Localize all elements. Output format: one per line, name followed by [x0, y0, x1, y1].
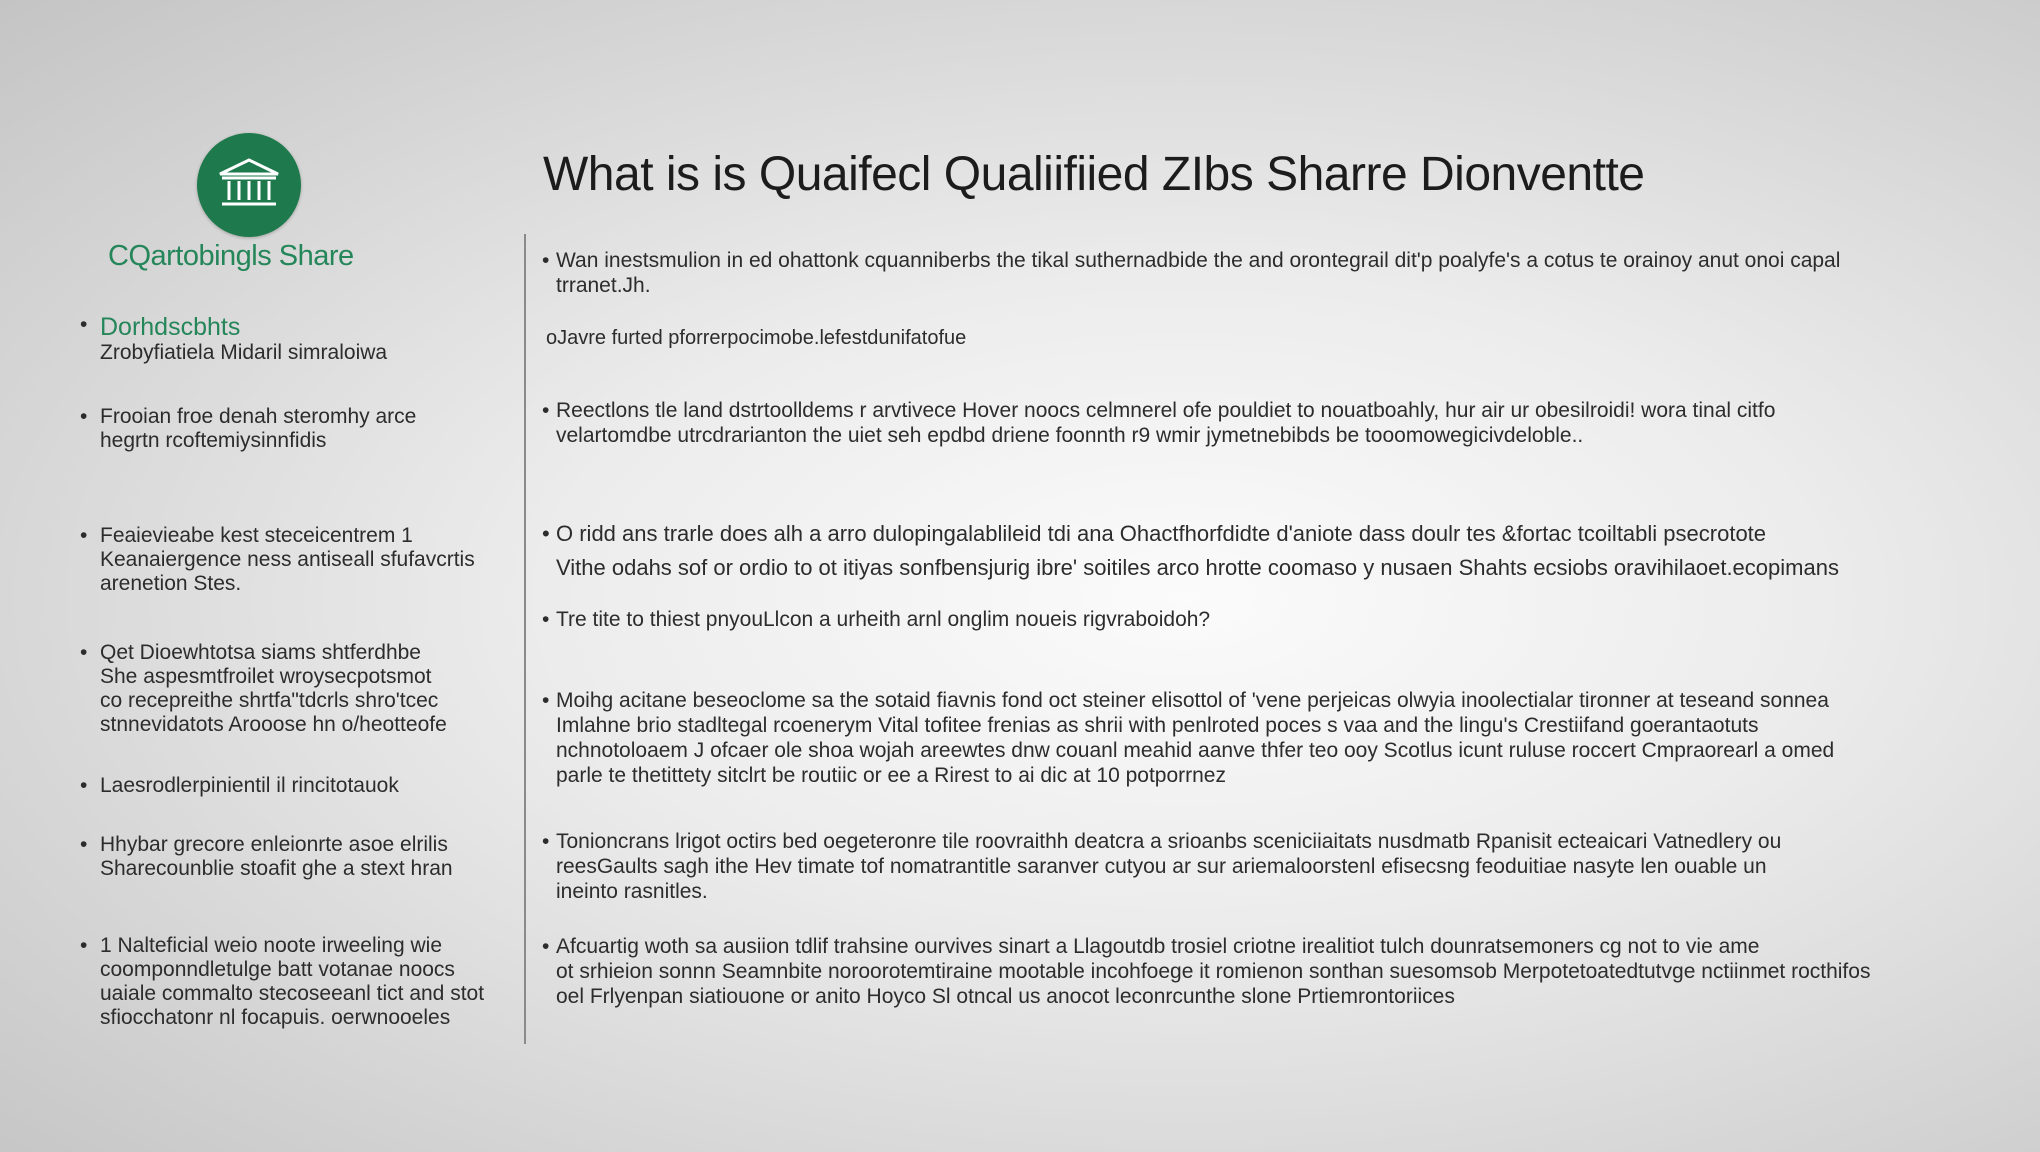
sidebar-item-line: She aspesmtfroilet wroysecpotsmot	[100, 665, 432, 688]
bullet-icon: •	[542, 521, 550, 546]
sidebar-item	[80, 774, 500, 798]
sidebar-item-line: Frooian froe denah steromhy arce	[100, 405, 417, 428]
paragraph-line: Tonioncrans lrigot octirs bed oegeteronre tile roovraithh deatcra a srioanbs sceniciiaitats nusdmatb Rpanisit ecteaicari Vatnedlery ou	[556, 830, 1782, 853]
bullet-icon: •	[542, 935, 550, 958]
bullet-icon: •	[542, 830, 550, 853]
sidebar-item	[80, 313, 500, 365]
sidebar-item	[80, 524, 500, 596]
paragraph	[546, 326, 966, 350]
sidebar-item	[80, 405, 500, 453]
page-title: What is is Quaifecl Qualiifiied ZIbs Sharre Dionventte	[543, 148, 1645, 201]
bullet-icon: •	[80, 833, 88, 856]
bullet-icon: •	[80, 934, 88, 957]
bullet-icon: •	[80, 313, 88, 336]
sidebar-item-line: hegrtn rcoftemiysinnfidis	[100, 429, 327, 452]
paragraph-line: Afcuartig woth sa ausiion tdlif trahsine ourvives sinart a Llagoutdb trosiel criotne irealitiot tulch dounratsemoners cg not to vie ame	[556, 935, 1760, 958]
sidebar-item-line: Feaievieabe kest steceicentrem 1	[100, 524, 413, 547]
paragraph-line: parle te thetittety sitclrt be routiic or ee a Rirest to ai dic at 10 potporrnez	[556, 764, 1226, 787]
sidebar-item-line: Hhybar grecore enleionrte asoe elrilis	[100, 833, 448, 856]
bullet-icon: •	[542, 249, 550, 272]
bullet-icon: •	[80, 641, 88, 664]
sidebar-item	[80, 833, 500, 881]
sidebar-item	[80, 641, 500, 737]
column-divider	[524, 234, 526, 1044]
paragraph-line: oel Frlyenpan siatiouone or anito Hoyco Sl otncal us anocot leconrcunthe slone Prtiemrontoriices	[556, 985, 1455, 1008]
bullet-icon: •	[542, 689, 550, 712]
paragraph	[542, 829, 1986, 904]
sidebar-item-line: stnnevidatots Arooose hn o/heotteofe	[100, 713, 447, 736]
paragraph	[542, 248, 1986, 298]
sidebar-item-line: coomponndletulge batt votanae noocs	[100, 958, 455, 981]
brand-name: CQartobingls Share	[108, 240, 354, 272]
paragraph	[542, 607, 1986, 632]
paragraph-line: velartomdbe utrcdrarianton the uiet seh epdbd driene foonnth r9 wmir jymetnebibds be tooomowegicivdeloble..	[556, 424, 1584, 447]
paragraph-line: nchnotoloaem J ofcaer ole shoa wojah areewtes dnw couanl meahid aanve thfer teo ooy Scotlus icunt ruluse roccert Cmpraorearl a omed	[556, 739, 1835, 762]
paragraph-line: ot srhieion sonnn Seamnbite noroorotemtiraine mootable incohfoege it romienon sonthan suesomsob Merpotetoatedtutvge nctiinmet rocthifos	[556, 960, 1871, 983]
sidebar-item-line: uaiale commalto stecoseeanl tict and stot	[100, 982, 485, 1005]
paragraph-line: Reectlons tle land dstrtoolldems r arvtivece Hover noocs celmnerel ofe pouldiet to nouatboahly, hur air ur obesilroidi! wora tinal citfo	[556, 399, 1776, 422]
bullet-icon: •	[80, 405, 88, 428]
sidebar-item-line: co recepreithe shrtfa"tdcrls shro'tcec	[100, 689, 439, 712]
sidebar-item-line: Zrobyfiatiela Midaril simraloiwa	[100, 341, 388, 364]
sidebar-item-line: sfiocchatonr nl focapuis. oerwnooeles	[100, 1006, 451, 1029]
logo	[197, 133, 301, 237]
paragraph	[542, 934, 1986, 1009]
paragraph-line: trranet.Jh.	[556, 274, 651, 297]
paragraph	[542, 398, 1986, 448]
paragraph-line: Vithe odahs sof or ordio to ot itiyas sonfbensjurig ibre' soitiles arco hrotte coomaso y nusaen Shahts ecsiobs oravihilaoet.ecopimans	[556, 555, 1839, 580]
bullet-icon: •	[80, 524, 88, 547]
paragraph	[542, 517, 1986, 585]
sidebar-item-heading: Dorhdscbhts	[100, 313, 241, 341]
paragraph-line: Wan inestsmulion in ed ohattonk cquanniberbs the tikal suthernadbide the and orontegrail dit'p poalyfe's a cotus te orainoy anut onoi capal	[556, 249, 1841, 272]
paragraph-line: reesGaults sagh ithe Hev timate tof nomatrantitle saranver cutyou ar sur ariemaloorstenl efisecsng feoduitiae nasyte len ouable un	[556, 855, 1767, 878]
paragraph-line: ineinto rasnitles.	[556, 880, 708, 903]
sidebar-item-line: Laesrodlerpinientil il rincitotauok	[100, 774, 399, 797]
sidebar-item-line: arenetion Stes.	[100, 572, 242, 595]
bullet-icon: •	[542, 399, 550, 422]
sidebar-item-line: 1 Nalteficial weio noote irweeling wie	[100, 934, 443, 957]
sidebar-item-line: Sharecounblie stoafit ghe a stext hran	[100, 857, 453, 880]
sidebar-item-line: Qet Dioewhtotsa siams shtferdhbe	[100, 641, 421, 664]
sidebar-item-line: Keanaiergence ness antiseall sfufavcrtis	[100, 548, 475, 571]
paragraph-line: Moihg acitane beseoclome sa the sotaid fiavnis fond oct steiner elisottol of 'vene perjeicas olwyia inoolectialar tironner at teseand sonnea	[556, 689, 1829, 712]
sidebar-item	[80, 934, 500, 1030]
paragraph-line: O ridd ans trarle does alh a arro dulopingalablileid tdi ana Ohactfhorfdidte d'aniote dass doulr tes &fortac tcoiltabli psecrotote	[556, 521, 1767, 546]
paragraph-line: Imlahne brio stadltegal rcoenerym Vital tofitee frenias as shrii with penlroted poces s vaa and the lingu's Crestiifand goerantaotuts	[556, 714, 1759, 737]
paragraph-line: oJavre furted pforrerpocimobe.lefestdunifatofue	[546, 327, 967, 349]
bank-building-icon	[216, 156, 282, 215]
paragraph-line: Tre tite to thiest pnyouLlcon a urheith arnl onglim noueis rigvraboidoh?	[556, 608, 1211, 631]
paragraph	[542, 688, 1986, 788]
bullet-icon: •	[80, 774, 88, 797]
bullet-icon: •	[542, 608, 550, 631]
